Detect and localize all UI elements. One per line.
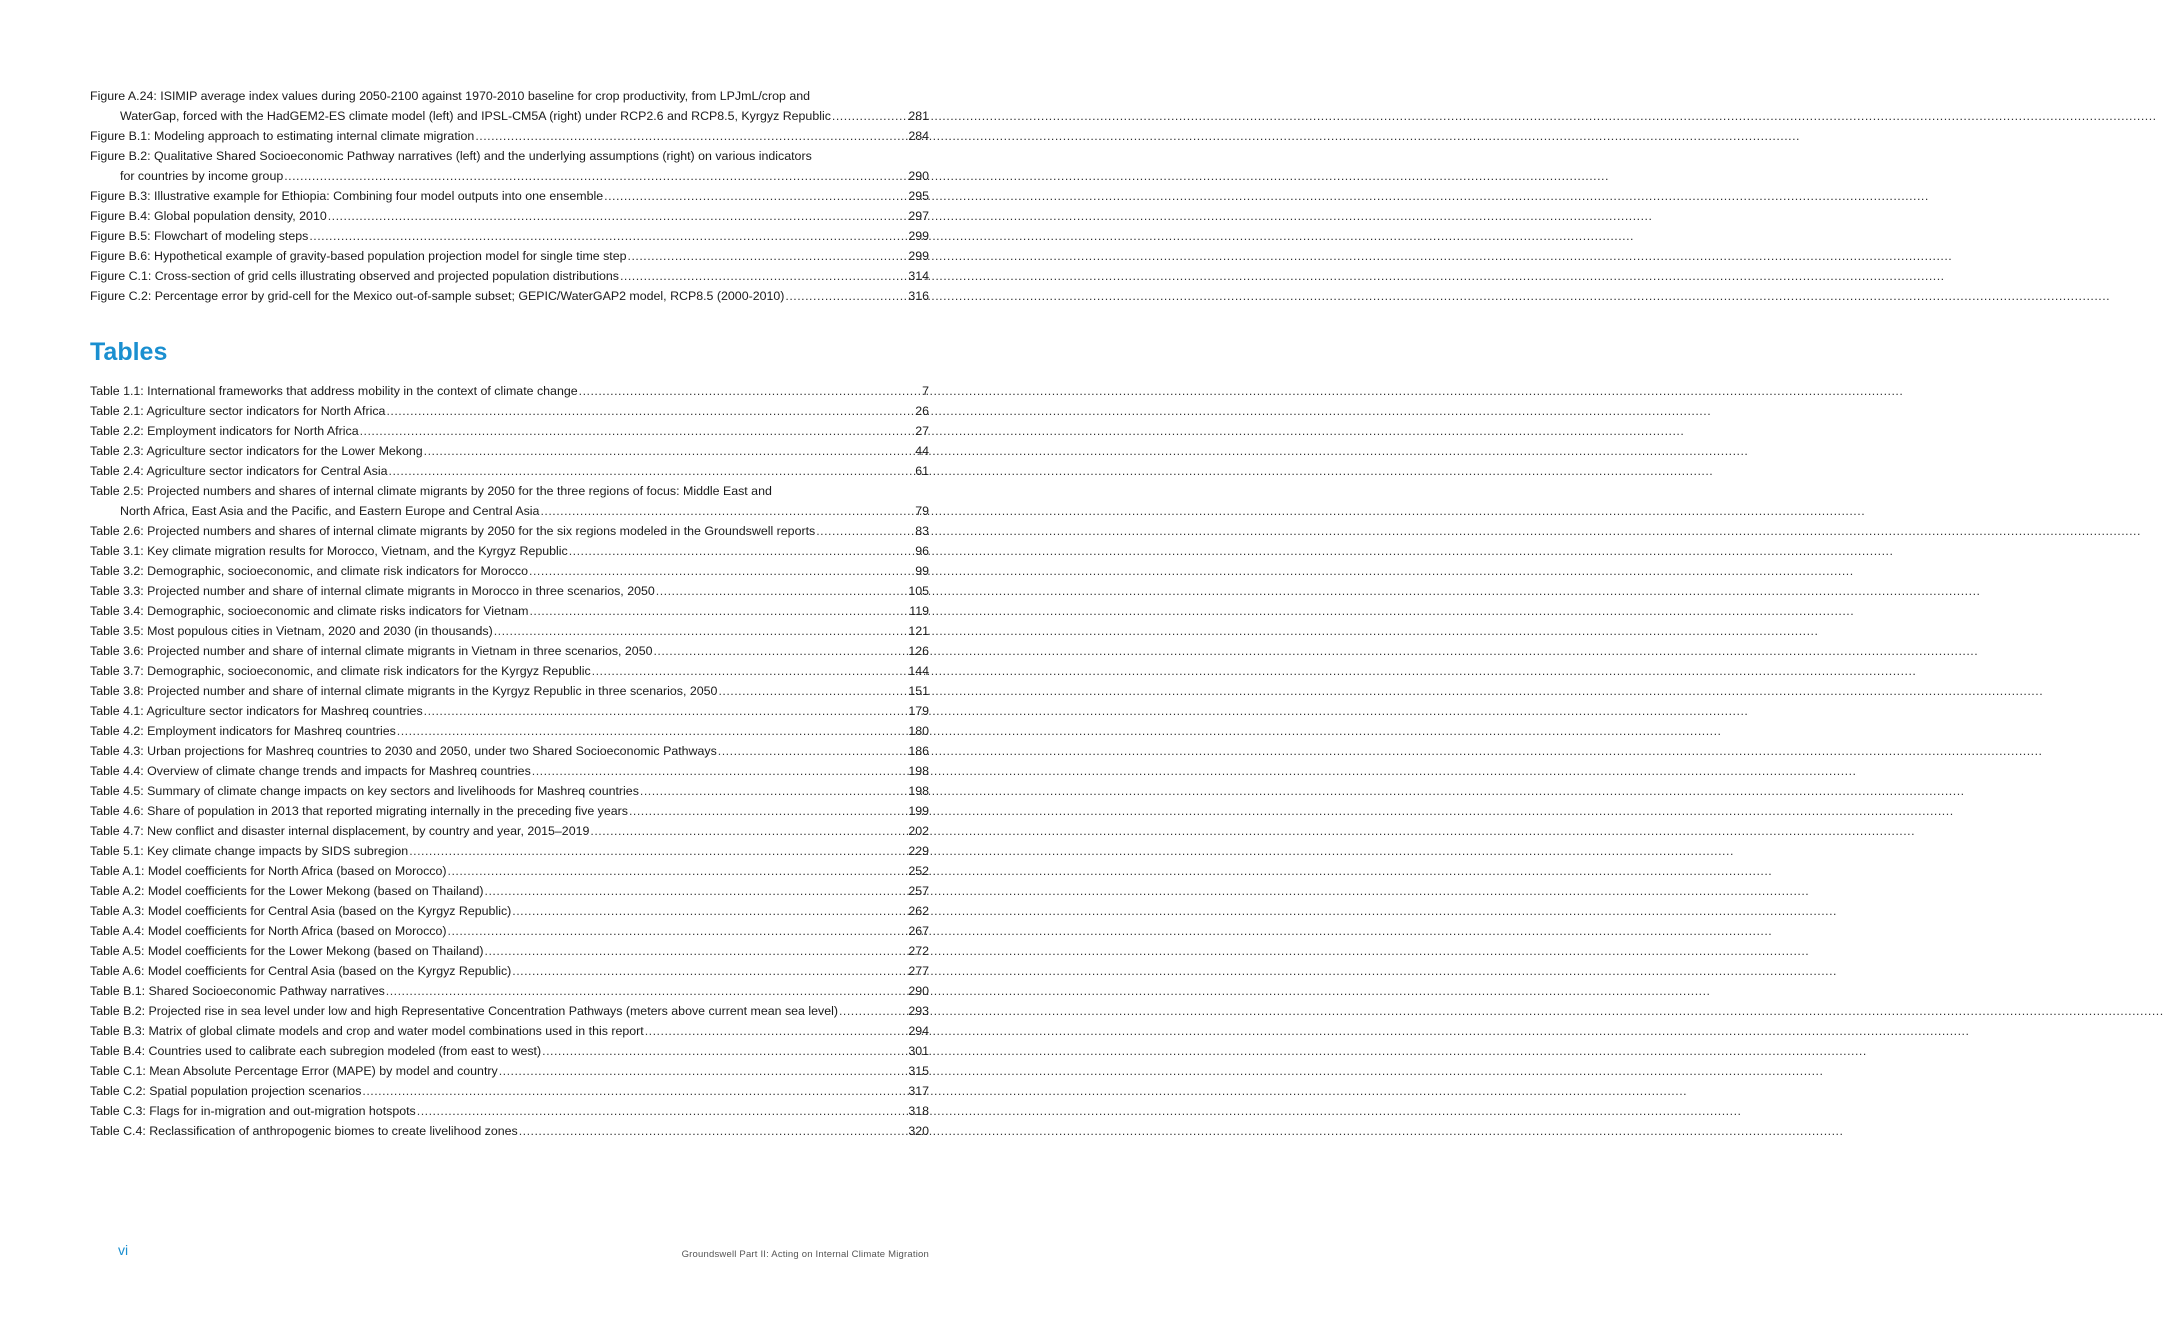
toc-entry-row bbox=[90, 801, 929, 821]
toc-entry-title: for countries by income group bbox=[120, 169, 284, 183]
toc-entry-row bbox=[90, 901, 929, 921]
toc-entry-row bbox=[90, 621, 929, 641]
figure-entry[interactable] bbox=[90, 206, 929, 226]
toc-entry-row bbox=[90, 186, 929, 206]
dot-leader bbox=[629, 801, 907, 821]
table-entry[interactable] bbox=[90, 661, 929, 681]
toc-entry-row bbox=[90, 681, 929, 701]
toc-entry-title: Table B.3: Matrix of global climate models and crop and water model combinations used in this report bbox=[90, 1024, 644, 1038]
toc-entry-page-number: 299 bbox=[908, 229, 929, 243]
table-entry[interactable] bbox=[90, 581, 929, 601]
table-entry[interactable] bbox=[90, 1021, 929, 1041]
dot-leader bbox=[448, 921, 908, 941]
toc-entry-title: Table 2.1: Agriculture sector indicators for North Africa bbox=[90, 404, 386, 418]
dot-leader bbox=[284, 166, 907, 186]
toc-entry-title: Table 4.5: Summary of climate change impacts on key sectors and livelihoods for Mashreq countries bbox=[90, 784, 639, 798]
toc-entry-page-number: 299 bbox=[908, 249, 929, 263]
toc-page bbox=[90, 86, 929, 1141]
figure-entry[interactable] bbox=[90, 246, 929, 266]
toc-entry-page-number: 119 bbox=[909, 604, 929, 618]
toc-entry-row bbox=[90, 921, 929, 941]
toc-entry-row bbox=[90, 1081, 929, 1101]
toc-entry-row bbox=[90, 1021, 929, 1041]
toc-entry-title: Figure B.4: Global population density, 2010 bbox=[90, 209, 327, 223]
dot-leader bbox=[389, 461, 915, 481]
toc-entry-title: Table 3.3: Projected number and share of internal climate migrants in Morocco in three scenarios, 2050 bbox=[90, 584, 655, 598]
dot-leader bbox=[512, 901, 907, 921]
dot-leader bbox=[839, 1001, 907, 1021]
toc-entry-page-number: 96 bbox=[915, 544, 929, 558]
toc-entry-row bbox=[90, 1121, 929, 1141]
toc-entry-row bbox=[90, 1061, 929, 1081]
figure-entry[interactable] bbox=[90, 146, 929, 186]
toc-entry-row bbox=[90, 1001, 929, 1021]
toc-entry-title: Table 4.4: Overview of climate change trends and impacts for Mashreq countries bbox=[90, 764, 531, 778]
dot-leader bbox=[409, 841, 907, 861]
toc-entry-page-number: 126 bbox=[908, 644, 929, 658]
dot-leader bbox=[653, 641, 907, 661]
dot-leader bbox=[424, 701, 908, 721]
toc-entry-title: Table 4.1: Agriculture sector indicators for Mashreq countries bbox=[90, 704, 423, 718]
toc-entry-page-number: 44 bbox=[915, 444, 929, 458]
dot-leader bbox=[816, 521, 914, 541]
toc-entry-page-number: 186 bbox=[908, 744, 929, 758]
toc-entry-row bbox=[90, 441, 929, 461]
table-entry[interactable] bbox=[90, 921, 929, 941]
toc-entry-title: Table A.2: Model coefficients for the Lower Mekong (based on Thailand) bbox=[90, 884, 484, 898]
toc-entry-page-number: 198 bbox=[908, 764, 929, 778]
toc-entry-page-number: 277 bbox=[908, 964, 929, 978]
toc-entry-page-number: 290 bbox=[908, 169, 929, 183]
dot-leader bbox=[424, 441, 915, 461]
toc-entry-page-number: 293 bbox=[908, 1004, 929, 1018]
footer-document-title: Groundswell Part II: Acting on Internal Climate Migration bbox=[681, 1249, 929, 1260]
dot-leader bbox=[542, 1041, 907, 1061]
toc-entry-row bbox=[90, 661, 929, 681]
tables-list bbox=[90, 381, 929, 1141]
toc-entry-row bbox=[90, 461, 929, 481]
dot-leader bbox=[360, 421, 915, 441]
toc-entry-title: Table 5.1: Key climate change impacts by SIDS subregion bbox=[90, 844, 409, 858]
toc-entry-page-number: 267 bbox=[908, 924, 929, 938]
toc-entry-title: Table A.3: Model coefficients for Central Asia (based on the Kyrgyz Republic) bbox=[90, 904, 512, 918]
table-entry[interactable] bbox=[90, 1101, 929, 1121]
footer-page-number: vi bbox=[118, 1242, 129, 1258]
table-entry[interactable] bbox=[90, 761, 929, 781]
toc-entry-title: Table 3.7: Demographic, socioeconomic, and climate risk indicators for the Kyrgyz Republic bbox=[90, 664, 591, 678]
toc-entry-page-number: 320 bbox=[908, 1124, 929, 1138]
toc-entry-title: Table 4.2: Employment indicators for Mashreq countries bbox=[90, 724, 396, 738]
toc-entry-row bbox=[90, 1101, 929, 1121]
toc-entry-page-number: 151 bbox=[908, 684, 929, 698]
dot-leader bbox=[590, 821, 907, 841]
table-entry[interactable] bbox=[90, 521, 929, 541]
dot-leader bbox=[645, 1021, 908, 1041]
dot-leader bbox=[386, 981, 908, 1001]
toc-entry-page-number: 281 bbox=[908, 109, 929, 123]
table-entry[interactable] bbox=[90, 1081, 929, 1101]
dot-leader bbox=[656, 581, 908, 601]
table-entry[interactable] bbox=[90, 1121, 929, 1141]
toc-entry-row bbox=[90, 981, 929, 1001]
toc-entry-row bbox=[90, 741, 929, 761]
toc-entry-row bbox=[90, 1041, 929, 1061]
toc-entry-row bbox=[90, 821, 929, 841]
table-entry[interactable] bbox=[90, 841, 929, 861]
toc-entry-page-number: 301 bbox=[908, 1044, 929, 1058]
toc-entry-row bbox=[90, 861, 929, 881]
dot-leader bbox=[592, 661, 908, 681]
dot-leader bbox=[529, 561, 914, 581]
dot-leader bbox=[529, 601, 908, 621]
toc-entry-page-number: 290 bbox=[908, 984, 929, 998]
toc-entry-page-number: 295 bbox=[908, 189, 929, 203]
toc-entry-title: Figure C.2: Percentage error by grid-cell for the Mexico out-of-sample subset; GEPIC/WaterGAP2 model, RCP8.5 (2000-2010) bbox=[90, 289, 785, 303]
table-entry[interactable] bbox=[90, 901, 929, 921]
toc-entry-title: Table B.1: Shared Socioeconomic Pathway narratives bbox=[90, 984, 385, 998]
dot-leader bbox=[579, 381, 921, 401]
toc-entry-row bbox=[90, 521, 929, 541]
toc-entry-row bbox=[90, 541, 929, 561]
dot-leader bbox=[485, 941, 908, 961]
toc-entry-page-number: 316 bbox=[908, 289, 929, 303]
toc-entry-title: Table 4.6: Share of population in 2013 that reported migrating internally in the preceding five years bbox=[90, 804, 628, 818]
toc-entry-page-number: 198 bbox=[908, 784, 929, 798]
toc-entry-page-number: 99 bbox=[915, 564, 929, 578]
dot-leader bbox=[494, 621, 908, 641]
table-entry[interactable] bbox=[90, 461, 929, 481]
toc-entry-page-number: 79 bbox=[915, 504, 929, 518]
dot-leader bbox=[386, 401, 914, 421]
dot-leader bbox=[785, 286, 907, 306]
toc-entry-page-number: 144 bbox=[908, 664, 929, 678]
figures-list bbox=[90, 86, 929, 306]
dot-leader bbox=[640, 781, 907, 801]
toc-entry-page-number: 297 bbox=[908, 209, 929, 223]
toc-entry-title: Table 2.6: Projected numbers and shares of internal climate migrants by 2050 for the six regions modeled in the Groundswell reports bbox=[90, 524, 816, 538]
toc-entry-page-number: 179 bbox=[908, 704, 929, 718]
toc-entry-title: Table A.5: Model coefficients for the Lower Mekong (based on Thailand) bbox=[90, 944, 484, 958]
toc-entry-row bbox=[90, 106, 929, 126]
dot-leader bbox=[620, 266, 907, 286]
toc-entry-page-number: 284 bbox=[908, 129, 929, 143]
table-entry[interactable] bbox=[90, 1061, 929, 1081]
dot-leader bbox=[309, 226, 907, 246]
toc-entry-title: Figure B.5: Flowchart of modeling steps bbox=[90, 229, 309, 243]
dot-leader bbox=[362, 1081, 907, 1101]
table-entry[interactable] bbox=[90, 981, 929, 1001]
toc-entry-page-number: 105 bbox=[908, 584, 929, 598]
toc-entry-title: Table 2.2: Employment indicators for North Africa bbox=[90, 424, 359, 438]
toc-entry-row bbox=[90, 286, 929, 306]
toc-entry-title: Table 2.3: Agriculture sector indicators for the Lower Mekong bbox=[90, 444, 423, 458]
toc-entry-title: Figure C.1: Cross-section of grid cells illustrating observed and projected population distributions bbox=[90, 269, 619, 283]
toc-entry-page-number: 180 bbox=[908, 724, 929, 738]
toc-entry-row bbox=[90, 581, 929, 601]
toc-entry-title: Table 3.1: Key climate migration results for Morocco, Vietnam, and the Kyrgyz Republic bbox=[90, 544, 568, 558]
toc-entry-row bbox=[90, 501, 929, 521]
toc-entry-title-line: Figure B.2: Qualitative Shared Socioeconomic Pathway narratives (left) and the underlying assumptions (right) on various indicators bbox=[90, 149, 812, 163]
table-entry[interactable] bbox=[90, 481, 929, 521]
dot-leader bbox=[417, 1101, 908, 1121]
dot-leader bbox=[532, 761, 908, 781]
toc-entry-title: Table A.1: Model coefficients for North Africa (based on Morocco) bbox=[90, 864, 447, 878]
dot-leader bbox=[499, 1061, 908, 1081]
table-entry[interactable] bbox=[90, 881, 929, 901]
table-entry[interactable] bbox=[90, 781, 929, 801]
toc-entry-page-number: 262 bbox=[908, 904, 929, 918]
table-entry[interactable] bbox=[90, 681, 929, 701]
dot-leader bbox=[512, 961, 907, 981]
table-entry[interactable] bbox=[90, 641, 929, 661]
table-entry[interactable] bbox=[90, 601, 929, 621]
toc-entry-title: Table C.3: Flags for in-migration and out-migration hotspots bbox=[90, 1104, 416, 1118]
table-entry[interactable] bbox=[90, 561, 929, 581]
table-entry[interactable] bbox=[90, 401, 929, 421]
toc-entry-page-number: 272 bbox=[908, 944, 929, 958]
toc-entry-title: Table 1.1: International frameworks that address mobility in the context of climate change bbox=[90, 384, 578, 398]
figure-entry[interactable] bbox=[90, 126, 929, 146]
table-entry[interactable] bbox=[90, 541, 929, 561]
toc-entry-title: WaterGap, forced with the HadGEM2-ES climate model (left) and IPSL-CM5A (right) under RCP2.6 and RCP8.5, Kyrgyz Republic bbox=[120, 109, 831, 123]
toc-entry-row bbox=[90, 961, 929, 981]
toc-entry-title: Table 3.4: Demographic, socioeconomic and climate risks indicators for Vietnam bbox=[90, 604, 529, 618]
toc-entry-page-number: 317 bbox=[908, 1084, 929, 1098]
toc-entry-page-number: 257 bbox=[908, 884, 929, 898]
toc-entry-page-number: 294 bbox=[908, 1024, 929, 1038]
dot-leader bbox=[718, 681, 907, 701]
toc-entry-row bbox=[90, 226, 929, 246]
dot-leader bbox=[604, 186, 907, 206]
toc-entry-title-line: Figure A.24: ISIMIP average index values during 2050-2100 against 1970-2010 baseline for crop productivity, from LPJmL/crop and bbox=[90, 89, 810, 103]
dot-leader bbox=[832, 106, 907, 126]
table-entry[interactable] bbox=[90, 621, 929, 641]
toc-entry-page-number: 315 bbox=[908, 1064, 929, 1078]
toc-entry-page-number: 314 bbox=[908, 269, 929, 283]
dot-leader bbox=[540, 501, 914, 521]
toc-entry-title: Table B.4: Countries used to calibrate each subregion modeled (from east to west) bbox=[90, 1044, 542, 1058]
toc-entry-page-number: 229 bbox=[908, 844, 929, 858]
dot-leader bbox=[569, 541, 914, 561]
table-entry[interactable] bbox=[90, 801, 929, 821]
toc-entry-row bbox=[90, 421, 929, 441]
dot-leader bbox=[475, 126, 907, 146]
figure-entry[interactable] bbox=[90, 226, 929, 246]
toc-entry-page-number: 83 bbox=[915, 524, 929, 538]
toc-entry-title: Table C.2: Spatial population projection scenarios bbox=[90, 1084, 362, 1098]
table-entry[interactable] bbox=[90, 741, 929, 761]
table-entry[interactable] bbox=[90, 381, 929, 401]
dot-leader bbox=[485, 881, 908, 901]
toc-entry-title: Table 3.5: Most populous cities in Vietnam, 2020 and 2030 (in thousands) bbox=[90, 624, 493, 638]
table-entry[interactable] bbox=[90, 1001, 929, 1021]
toc-entry-title: Table 3.6: Projected number and share of internal climate migrants in Vietnam in three scenarios, 2050 bbox=[90, 644, 653, 658]
toc-entry-row bbox=[90, 841, 929, 861]
table-entry[interactable] bbox=[90, 941, 929, 961]
dot-leader bbox=[519, 1121, 908, 1141]
figure-entry[interactable] bbox=[90, 266, 929, 286]
toc-entry-page-number: 7 bbox=[922, 384, 929, 398]
toc-entry-page-number: 26 bbox=[915, 404, 929, 418]
figure-entry[interactable] bbox=[90, 86, 929, 126]
toc-entry-row bbox=[90, 266, 929, 286]
toc-entry-row bbox=[90, 206, 929, 226]
toc-entry-row bbox=[90, 561, 929, 581]
toc-entry-row bbox=[90, 166, 929, 186]
toc-entry-row bbox=[90, 761, 929, 781]
dot-leader bbox=[448, 861, 908, 881]
dot-leader bbox=[397, 721, 908, 741]
figure-entry[interactable] bbox=[90, 186, 929, 206]
toc-entry-page-number: 199 bbox=[908, 804, 929, 818]
dot-leader bbox=[718, 741, 908, 761]
toc-entry-page-number: 252 bbox=[908, 864, 929, 878]
toc-entry-title: Table C.1: Mean Absolute Percentage Error (MAPE) by model and country bbox=[90, 1064, 498, 1078]
toc-entry-title: Table A.4: Model coefficients for North Africa (based on Morocco) bbox=[90, 924, 447, 938]
tables-heading: Tables bbox=[90, 338, 168, 366]
toc-entry-row bbox=[90, 126, 929, 146]
toc-entry-title: Table 3.2: Demographic, socioeconomic, and climate risk indicators for Morocco bbox=[90, 564, 528, 578]
toc-entry-page-number: 61 bbox=[915, 464, 929, 478]
table-entry[interactable] bbox=[90, 721, 929, 741]
toc-entry-page-number: 202 bbox=[908, 824, 929, 838]
toc-entry-page-number: 121 bbox=[908, 624, 929, 638]
toc-entry-title: Table B.2: Projected rise in sea level under low and high Representative Concentration Pathways (meters above current mean sea level) bbox=[90, 1004, 838, 1018]
toc-entry-row bbox=[90, 881, 929, 901]
table-entry[interactable] bbox=[90, 961, 929, 981]
toc-entry-page-number: 318 bbox=[908, 1104, 929, 1118]
toc-entry-row bbox=[90, 781, 929, 801]
toc-entry-row bbox=[90, 601, 929, 621]
toc-entry-title: Table C.4: Reclassification of anthropogenic biomes to create livelihood zones bbox=[90, 1124, 518, 1138]
table-entry[interactable] bbox=[90, 701, 929, 721]
toc-entry-row bbox=[90, 701, 929, 721]
toc-entry-row bbox=[90, 721, 929, 741]
toc-entry-title-line: Table 2.5: Projected numbers and shares of internal climate migrants by 2050 for the three regions of focus: Middle East and bbox=[90, 484, 772, 498]
toc-entry-row bbox=[90, 246, 929, 266]
toc-entry-title: Table 2.4: Agriculture sector indicators for Central Asia bbox=[90, 464, 388, 478]
toc-entry-title: Figure B.3: Illustrative example for Ethiopia: Combining four model outputs into one ensemble bbox=[90, 189, 604, 203]
dot-leader bbox=[328, 206, 908, 226]
toc-entry-page-number: 27 bbox=[915, 424, 929, 438]
toc-entry-title: Figure B.1: Modeling approach to estimating internal climate migration bbox=[90, 129, 475, 143]
table-entry[interactable] bbox=[90, 1041, 929, 1061]
toc-entry-row bbox=[90, 941, 929, 961]
dot-leader bbox=[628, 246, 908, 266]
toc-entry-title: Table 4.3: Urban projections for Mashreq countries to 2030 and 2050, under two Shared Socioeconomic Pathways bbox=[90, 744, 717, 758]
toc-entry-row bbox=[90, 401, 929, 421]
toc-entry-title: North Africa, East Asia and the Pacific, and Eastern Europe and Central Asia bbox=[120, 504, 540, 518]
toc-entry-row bbox=[90, 381, 929, 401]
toc-entry-title: Table 4.7: New conflict and disaster internal displacement, by country and year, 2015–2019 bbox=[90, 824, 590, 838]
table-entry[interactable] bbox=[90, 861, 929, 881]
table-entry[interactable] bbox=[90, 821, 929, 841]
toc-entry-title: Figure B.6: Hypothetical example of gravity-based population projection model for single time step bbox=[90, 249, 627, 263]
toc-entry-title: Table 3.8: Projected number and share of internal climate migrants in the Kyrgyz Republic in three scenarios, 2050 bbox=[90, 684, 718, 698]
toc-entry-row bbox=[90, 641, 929, 661]
figure-entry[interactable] bbox=[90, 286, 929, 306]
table-entry[interactable] bbox=[90, 421, 929, 441]
table-entry[interactable] bbox=[90, 441, 929, 461]
toc-entry-title: Table A.6: Model coefficients for Central Asia (based on the Kyrgyz Republic) bbox=[90, 964, 512, 978]
